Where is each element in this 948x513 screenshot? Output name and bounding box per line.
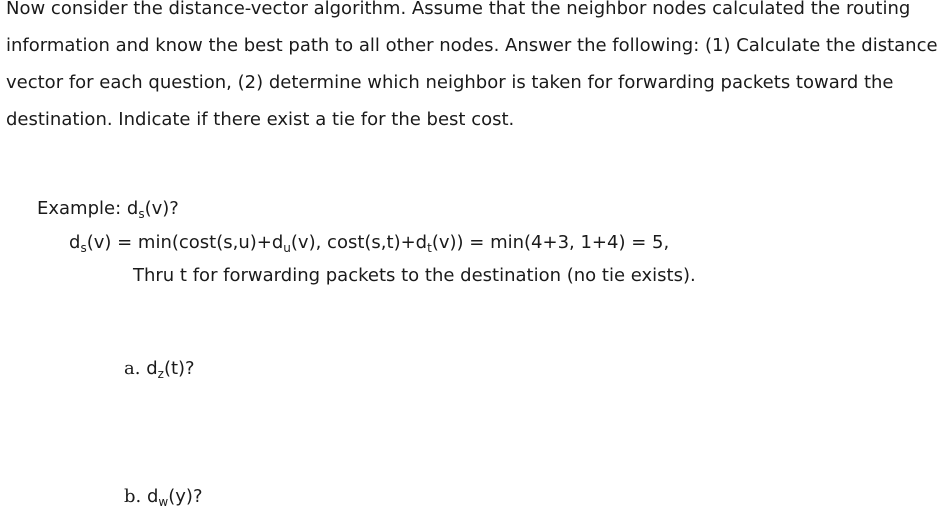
formula-sub-2: u	[283, 241, 291, 255]
question-b-d: d	[146, 486, 159, 507]
intro-line-4: destination. Indicate if there exist a tie for the best cost.	[6, 109, 515, 130]
question-b-subscript: w	[158, 495, 169, 509]
question-b-marker: b.	[124, 486, 142, 507]
question-a	[124, 358, 195, 380]
example-label-suffix: (v)?	[144, 198, 179, 219]
question-b	[124, 486, 203, 508]
example-label	[37, 198, 179, 220]
example-label-subscript: s	[138, 207, 145, 221]
question-b-arg: (y)?	[168, 486, 203, 507]
formula-text-1: (v) = min(cost(s,u)+d	[86, 232, 284, 253]
formula-sub-1: s	[80, 241, 87, 255]
question-a-arg: (t)?	[163, 358, 195, 379]
question-a-subscript: z	[157, 367, 164, 381]
formula-d-1: d	[69, 232, 81, 253]
example-result: Thru t for forwarding packets to the destination (no tie exists).	[133, 265, 696, 286]
example-label-prefix: Example: d	[37, 198, 139, 219]
example-formula	[69, 232, 669, 254]
formula-text-2: (v), cost(s,t)+d	[290, 232, 428, 253]
question-a-d: d	[146, 358, 158, 379]
question-a-marker: a.	[124, 358, 141, 379]
intro-line-2: information and know the best path to all other nodes. Answer the following: (1) Calculate the distance	[6, 35, 938, 56]
intro-line-1: Now consider the distance-vector algorithm. Assume that the neighbor nodes calculated the routing	[6, 0, 911, 19]
formula-sub-3: t	[427, 241, 432, 255]
intro-line-3: vector for each question, (2) determine which neighbor is taken for forwarding packets toward the	[6, 72, 894, 93]
formula-text-3: (v)) = min(4+3, 1+4) = 5,	[431, 232, 670, 253]
